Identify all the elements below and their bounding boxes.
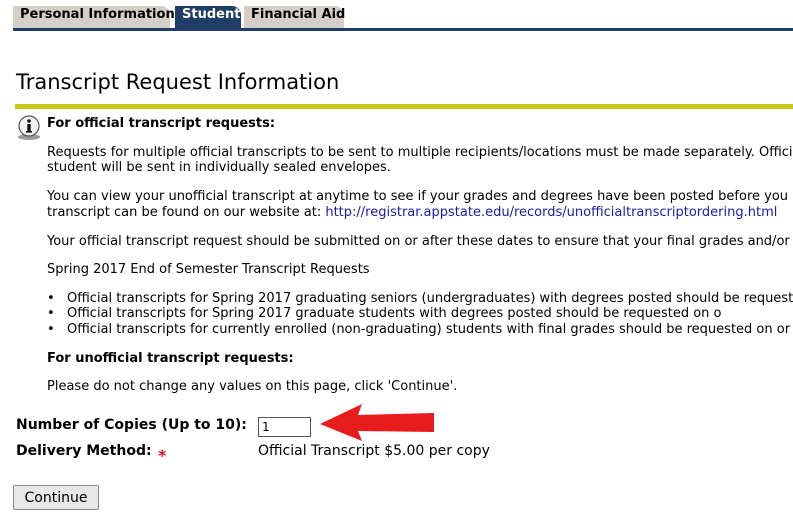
bullet-text: Official transcripts for Spring 2017 graduate students with degrees posted should be requested on o xyxy=(67,306,722,321)
copies-label: Number of Copies (Up to 10): xyxy=(16,417,247,433)
tab-student[interactable]: Student xyxy=(175,6,241,28)
section-heading: Spring 2017 End of Semester Transcript Requests xyxy=(47,262,370,277)
page-title: Transcript Request Information xyxy=(16,70,340,94)
info-icon xyxy=(16,115,42,141)
bullet-text: Official transcripts for Spring 2017 graduating seniors (undergraduates) with degrees posted should be request xyxy=(67,291,793,306)
para-unofficial-prefix: transcript can be found on our website at: xyxy=(47,205,326,220)
tab-financial-aid[interactable]: Financial Aid xyxy=(244,6,344,28)
official-heading: For official transcript requests: xyxy=(47,116,276,131)
tab-underline xyxy=(13,28,793,31)
required-marker: * xyxy=(158,446,167,465)
para-multiple-line1: Requests for multiple official transcripts to be sent to multiple recipients/locations must be made separately. Offici xyxy=(47,145,793,160)
unofficial-instructions: Please do not change any values on this page, click 'Continue'. xyxy=(47,379,458,394)
list-item: • Official transcripts for currently enrolled (non-graduating) students with final grades should be requested on or xyxy=(47,322,791,337)
unofficial-heading: For unofficial transcript requests: xyxy=(47,351,294,366)
tab-personal-information[interactable]: Personal Information xyxy=(13,6,170,28)
para-dates: Your official transcript request should be submitted on or after these dates to ensure that your final grades and/or xyxy=(47,234,790,249)
continue-button[interactable]: Continue xyxy=(13,485,99,510)
bullet-text: Official transcripts for currently enrolled (non-graduating) students with final grades should be requested on or xyxy=(67,322,791,337)
delivery-method-label: Delivery Method: xyxy=(16,443,152,459)
list-item: • Official transcripts for Spring 2017 graduate students with degrees posted should be requested on o xyxy=(47,306,722,321)
para-unofficial-line2 xyxy=(47,205,777,221)
unofficial-transcript-link[interactable]: http://registrar.appstate.edu/records/unofficialtranscriptordering.html xyxy=(325,205,778,220)
delivery-method-value: Official Transcript $5.00 per copy xyxy=(258,443,490,459)
para-multiple-line2: student will be sent in individually sealed envelopes. xyxy=(47,160,391,175)
para-unofficial-line1: You can view your unofficial transcript at anytime to see if your grades and degrees have been posted before you xyxy=(47,189,789,204)
title-divider xyxy=(15,104,793,109)
copies-input[interactable] xyxy=(258,417,311,437)
red-arrow-icon xyxy=(318,402,436,442)
list-item: • Official transcripts for Spring 2017 graduating seniors (undergraduates) with degrees posted should be request xyxy=(47,291,793,306)
